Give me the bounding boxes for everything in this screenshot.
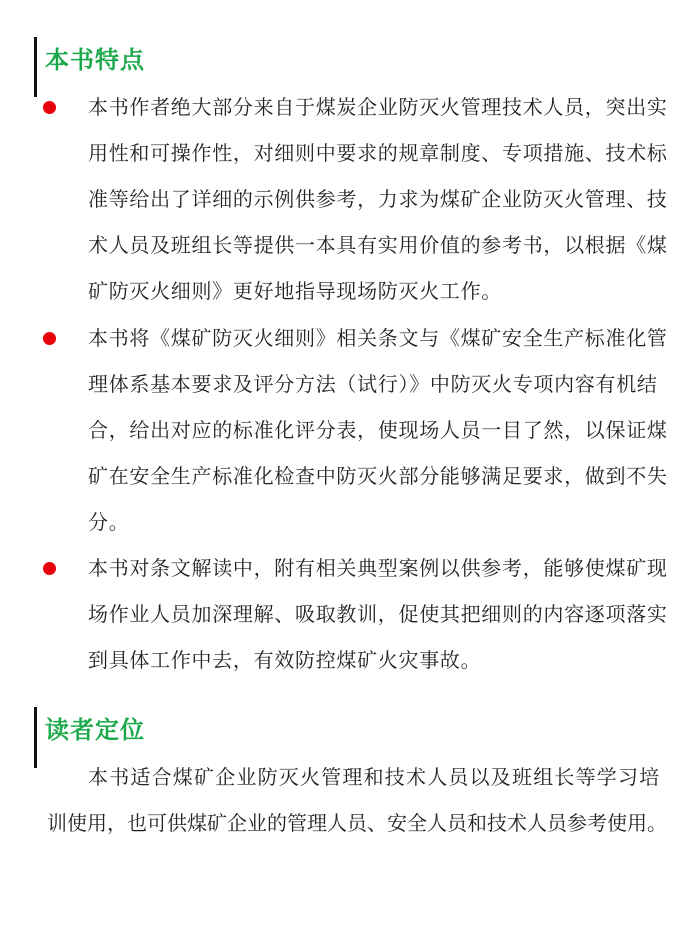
section-heading-readers: 读者定位 (45, 716, 145, 744)
readers-paragraph (47, 754, 679, 846)
bullet-item (88, 84, 678, 314)
text-line: 本书作者绝大部分来自于煤炭企业防灭火管理技术人员，突出实 (88, 95, 668, 119)
text-line: 矿在安全生产标准化检查中防灭火部分能够满足要求，做到不失 (88, 464, 668, 488)
text-line: 场作业人员加深理解、吸取教训，促使其把细则的内容逐项落实 (88, 602, 668, 626)
section-heading-features: 本书特点 (45, 46, 145, 74)
bullet-icon (43, 332, 56, 345)
text-line: 训使用，也可供煤矿企业的管理人员、安全人员和技术人员参考使用。 (47, 811, 667, 835)
text-line: 本书适合煤矿企业防灭火管理和技术人员以及班组长等学习培 (88, 765, 661, 789)
text-line: 准等给出了详细的示例供参考，力求为煤矿企业防灭火管理、技 (88, 187, 668, 211)
text-line: 术人员及班组长等提供一本具有实用价值的参考书，以根据《煤 (88, 233, 668, 257)
heading-bar (34, 37, 37, 97)
text-line: 本书将《煤矿防灭火细则》相关条文与《煤矿安全生产标准化管 (88, 326, 668, 350)
text-line: 合，给出对应的标准化评分表，使现场人员一目了然，以保证煤 (88, 418, 668, 442)
text-line: 本书对条文解读中，附有相关典型案例以供参考，能够使煤矿现 (88, 556, 668, 580)
text-line: 分。 (88, 510, 130, 534)
bullet-icon (43, 101, 56, 114)
bullet-item (88, 315, 678, 545)
text-line: 用性和可操作性，对细则中要求的规章制度、专项措施、技术标 (88, 141, 668, 165)
bullet-item (88, 545, 678, 683)
text-line: 理体系基本要求及评分方法（试行）》中防灭火专项内容有机结 (88, 372, 658, 396)
heading-bar (34, 707, 37, 768)
text-line: 矿防灭火细则》更好地指导现场防灭火工作。 (88, 279, 502, 303)
text-line: 到具体工作中去，有效防控煤矿火灾事故。 (88, 648, 482, 672)
bullet-icon (43, 562, 56, 575)
